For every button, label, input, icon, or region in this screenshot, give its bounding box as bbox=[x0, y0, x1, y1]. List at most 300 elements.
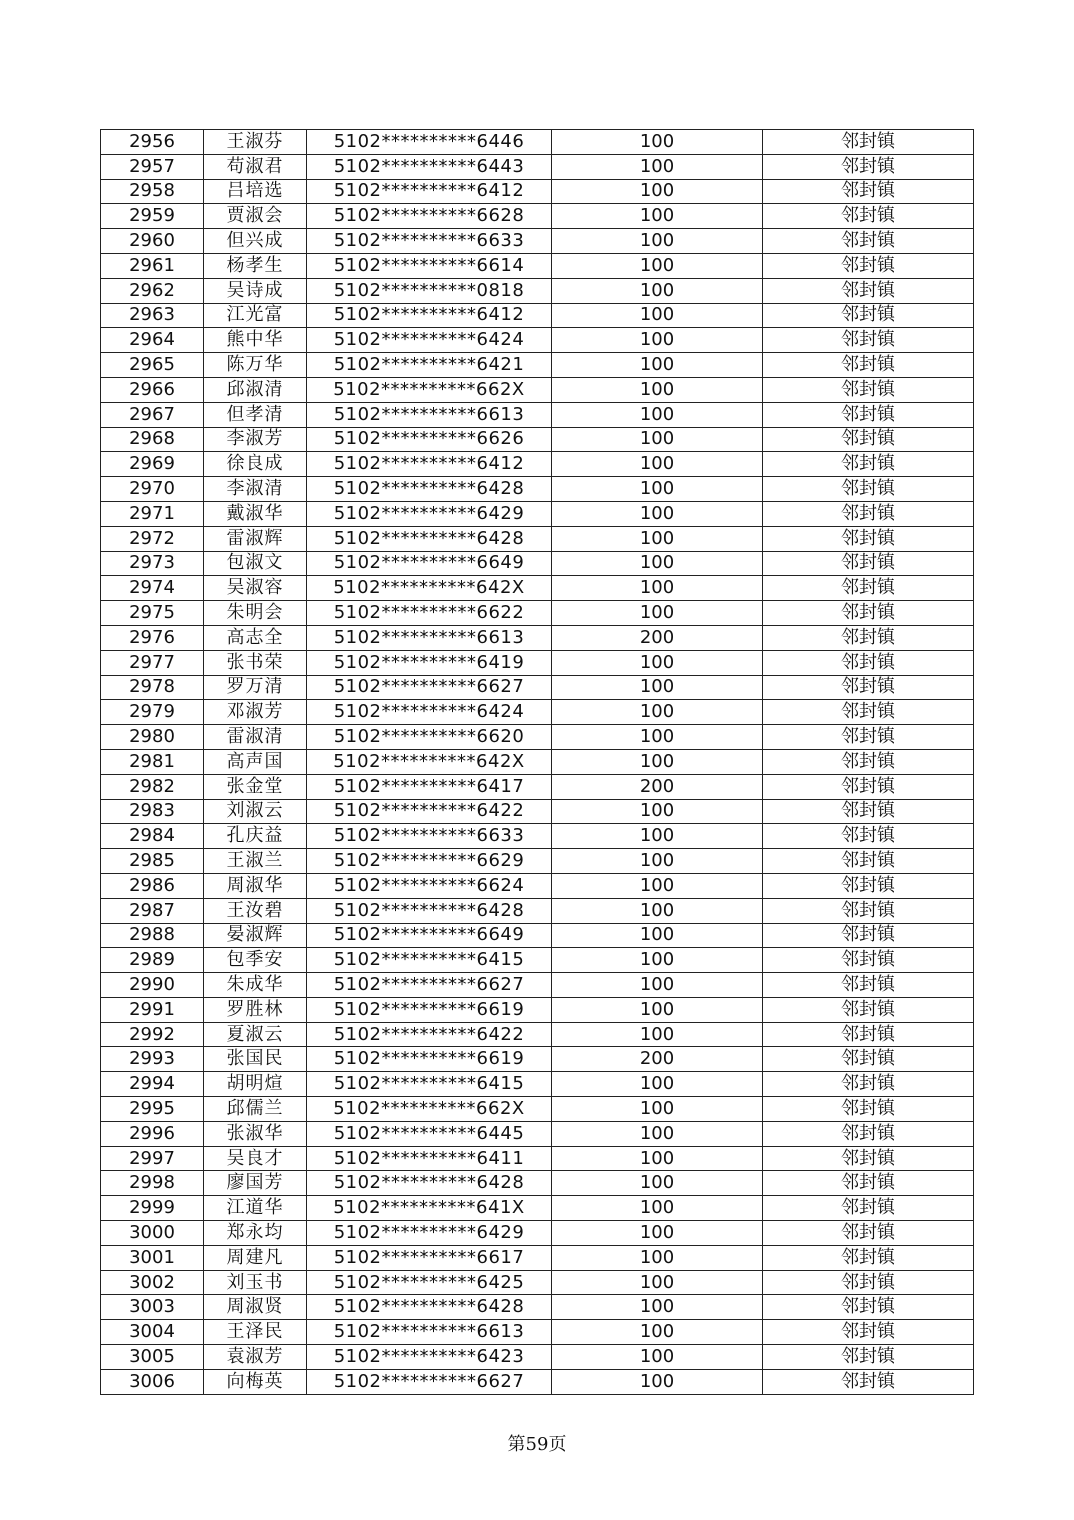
township-cell: 邻封镇 bbox=[763, 1320, 974, 1345]
amount-cell: 100 bbox=[552, 1320, 763, 1345]
id-number-cell: 5102**********6629 bbox=[307, 849, 552, 874]
township-cell: 邻封镇 bbox=[763, 1196, 974, 1221]
serial-number-cell: 2975 bbox=[101, 601, 204, 626]
township-cell: 邻封镇 bbox=[763, 1245, 974, 1270]
table-row bbox=[101, 1047, 974, 1072]
township-cell: 邻封镇 bbox=[763, 477, 974, 502]
township-cell: 邻封镇 bbox=[763, 700, 974, 725]
serial-number-cell: 2962 bbox=[101, 278, 204, 303]
table-row bbox=[101, 501, 974, 526]
serial-number-cell: 3000 bbox=[101, 1221, 204, 1246]
serial-number-cell: 3001 bbox=[101, 1245, 204, 1270]
id-number-cell: 5102**********6422 bbox=[307, 799, 552, 824]
id-number-cell: 5102**********6613 bbox=[307, 402, 552, 427]
id-number-cell: 5102**********6622 bbox=[307, 601, 552, 626]
serial-number-cell: 3006 bbox=[101, 1369, 204, 1394]
township-cell: 邻封镇 bbox=[763, 501, 974, 526]
table-row bbox=[101, 427, 974, 452]
serial-number-cell: 3003 bbox=[101, 1295, 204, 1320]
name-cell: 苟淑君 bbox=[204, 154, 307, 179]
table-row bbox=[101, 799, 974, 824]
id-number-cell: 5102**********0818 bbox=[307, 278, 552, 303]
name-cell: 但孝清 bbox=[204, 402, 307, 427]
amount-cell: 200 bbox=[552, 1047, 763, 1072]
serial-number-cell: 2973 bbox=[101, 551, 204, 576]
name-cell: 高志全 bbox=[204, 625, 307, 650]
amount-cell: 100 bbox=[552, 452, 763, 477]
table-row bbox=[101, 278, 974, 303]
amount-cell: 100 bbox=[552, 402, 763, 427]
id-number-cell: 5102**********6419 bbox=[307, 650, 552, 675]
table-row bbox=[101, 526, 974, 551]
township-cell: 邻封镇 bbox=[763, 799, 974, 824]
table-row bbox=[101, 477, 974, 502]
amount-cell: 100 bbox=[552, 130, 763, 155]
name-cell: 雷淑辉 bbox=[204, 526, 307, 551]
serial-number-cell: 2963 bbox=[101, 303, 204, 328]
id-number-cell: 5102**********6428 bbox=[307, 477, 552, 502]
id-number-cell: 5102**********6412 bbox=[307, 303, 552, 328]
table-row bbox=[101, 452, 974, 477]
township-cell: 邻封镇 bbox=[763, 253, 974, 278]
amount-cell: 100 bbox=[552, 997, 763, 1022]
id-number-cell: 5102**********6428 bbox=[307, 526, 552, 551]
amount-cell: 100 bbox=[552, 650, 763, 675]
name-cell: 张金堂 bbox=[204, 774, 307, 799]
name-cell: 廖国芳 bbox=[204, 1171, 307, 1196]
amount-cell: 100 bbox=[552, 749, 763, 774]
name-cell: 杨孝生 bbox=[204, 253, 307, 278]
table-row bbox=[101, 601, 974, 626]
id-number-cell: 5102**********6424 bbox=[307, 700, 552, 725]
township-cell: 邻封镇 bbox=[763, 303, 974, 328]
table-row bbox=[101, 1097, 974, 1122]
id-number-cell: 5102**********6613 bbox=[307, 625, 552, 650]
table-row bbox=[101, 576, 974, 601]
id-number-cell: 5102**********6422 bbox=[307, 1022, 552, 1047]
name-cell: 刘淑云 bbox=[204, 799, 307, 824]
township-cell: 邻封镇 bbox=[763, 948, 974, 973]
township-cell: 邻封镇 bbox=[763, 526, 974, 551]
name-cell: 朱明会 bbox=[204, 601, 307, 626]
id-number-cell: 5102**********662X bbox=[307, 377, 552, 402]
id-number-cell: 5102**********6620 bbox=[307, 725, 552, 750]
township-cell: 邻封镇 bbox=[763, 1221, 974, 1246]
table-row bbox=[101, 873, 974, 898]
name-cell: 贾淑会 bbox=[204, 204, 307, 229]
amount-cell: 100 bbox=[552, 278, 763, 303]
name-cell: 夏淑云 bbox=[204, 1022, 307, 1047]
table-row bbox=[101, 179, 974, 204]
name-cell: 李淑芳 bbox=[204, 427, 307, 452]
township-cell: 邻封镇 bbox=[763, 824, 974, 849]
table-row bbox=[101, 328, 974, 353]
id-number-cell: 5102**********6633 bbox=[307, 824, 552, 849]
id-number-cell: 5102**********6443 bbox=[307, 154, 552, 179]
township-cell: 邻封镇 bbox=[763, 1072, 974, 1097]
page-number: 第59页 bbox=[507, 1434, 567, 1455]
serial-number-cell: 2999 bbox=[101, 1196, 204, 1221]
township-cell: 邻封镇 bbox=[763, 849, 974, 874]
name-cell: 王泽民 bbox=[204, 1320, 307, 1345]
id-number-cell: 5102**********6624 bbox=[307, 873, 552, 898]
name-cell: 张淑华 bbox=[204, 1121, 307, 1146]
amount-cell: 100 bbox=[552, 1270, 763, 1295]
amount-cell: 100 bbox=[552, 253, 763, 278]
township-cell: 邻封镇 bbox=[763, 1295, 974, 1320]
serial-number-cell: 2979 bbox=[101, 700, 204, 725]
serial-number-cell: 2977 bbox=[101, 650, 204, 675]
table-row bbox=[101, 1196, 974, 1221]
name-cell: 戴淑华 bbox=[204, 501, 307, 526]
table-row bbox=[101, 353, 974, 378]
township-cell: 邻封镇 bbox=[763, 973, 974, 998]
table-row bbox=[101, 1072, 974, 1097]
table-row bbox=[101, 1295, 974, 1320]
amount-cell: 100 bbox=[552, 1097, 763, 1122]
table-row bbox=[101, 1221, 974, 1246]
township-cell: 邻封镇 bbox=[763, 130, 974, 155]
township-cell: 邻封镇 bbox=[763, 551, 974, 576]
table-row bbox=[101, 898, 974, 923]
amount-cell: 100 bbox=[552, 675, 763, 700]
serial-number-cell: 2996 bbox=[101, 1121, 204, 1146]
table-row bbox=[101, 1270, 974, 1295]
amount-cell: 100 bbox=[552, 1072, 763, 1097]
id-number-cell: 5102**********6429 bbox=[307, 1221, 552, 1246]
name-cell: 包季安 bbox=[204, 948, 307, 973]
name-cell: 雷淑清 bbox=[204, 725, 307, 750]
amount-cell: 100 bbox=[552, 1146, 763, 1171]
table-row bbox=[101, 1369, 974, 1394]
name-cell: 李淑清 bbox=[204, 477, 307, 502]
serial-number-cell: 2998 bbox=[101, 1171, 204, 1196]
id-number-cell: 5102**********6627 bbox=[307, 675, 552, 700]
name-cell: 邓淑芳 bbox=[204, 700, 307, 725]
id-number-cell: 5102**********6412 bbox=[307, 452, 552, 477]
township-cell: 邻封镇 bbox=[763, 997, 974, 1022]
township-cell: 邻封镇 bbox=[763, 204, 974, 229]
serial-number-cell: 2988 bbox=[101, 923, 204, 948]
id-number-cell: 5102**********6619 bbox=[307, 1047, 552, 1072]
id-number-cell: 5102**********641X bbox=[307, 1196, 552, 1221]
name-cell: 周建凡 bbox=[204, 1245, 307, 1270]
id-number-cell: 5102**********6649 bbox=[307, 551, 552, 576]
table-row bbox=[101, 130, 974, 155]
township-cell: 邻封镇 bbox=[763, 625, 974, 650]
table-row bbox=[101, 824, 974, 849]
name-cell: 江道华 bbox=[204, 1196, 307, 1221]
name-cell: 袁淑芳 bbox=[204, 1345, 307, 1370]
serial-number-cell: 3005 bbox=[101, 1345, 204, 1370]
township-cell: 邻封镇 bbox=[763, 1369, 974, 1394]
name-cell: 高声国 bbox=[204, 749, 307, 774]
amount-cell: 100 bbox=[552, 1171, 763, 1196]
id-number-cell: 5102**********6424 bbox=[307, 328, 552, 353]
serial-number-cell: 2985 bbox=[101, 849, 204, 874]
amount-cell: 100 bbox=[552, 204, 763, 229]
township-cell: 邻封镇 bbox=[763, 675, 974, 700]
serial-number-cell: 2956 bbox=[101, 130, 204, 155]
serial-number-cell: 2990 bbox=[101, 973, 204, 998]
table-row bbox=[101, 1171, 974, 1196]
serial-number-cell: 2980 bbox=[101, 725, 204, 750]
serial-number-cell: 2982 bbox=[101, 774, 204, 799]
township-cell: 邻封镇 bbox=[763, 328, 974, 353]
amount-cell: 100 bbox=[552, 973, 763, 998]
serial-number-cell: 2986 bbox=[101, 873, 204, 898]
township-cell: 邻封镇 bbox=[763, 377, 974, 402]
table-row bbox=[101, 923, 974, 948]
name-cell: 邱淑清 bbox=[204, 377, 307, 402]
id-number-cell: 5102**********6617 bbox=[307, 1245, 552, 1270]
township-cell: 邻封镇 bbox=[763, 1171, 974, 1196]
township-cell: 邻封镇 bbox=[763, 873, 974, 898]
amount-cell: 100 bbox=[552, 427, 763, 452]
serial-number-cell: 2974 bbox=[101, 576, 204, 601]
amount-cell: 100 bbox=[552, 799, 763, 824]
township-cell: 邻封镇 bbox=[763, 923, 974, 948]
serial-number-cell: 2978 bbox=[101, 675, 204, 700]
township-cell: 邻封镇 bbox=[763, 229, 974, 254]
id-number-cell: 5102**********642X bbox=[307, 576, 552, 601]
township-cell: 邻封镇 bbox=[763, 402, 974, 427]
table-row bbox=[101, 253, 974, 278]
amount-cell: 100 bbox=[552, 1245, 763, 1270]
amount-cell: 100 bbox=[552, 576, 763, 601]
amount-cell: 100 bbox=[552, 948, 763, 973]
amount-cell: 100 bbox=[552, 725, 763, 750]
table-row bbox=[101, 229, 974, 254]
township-cell: 邻封镇 bbox=[763, 452, 974, 477]
amount-cell: 100 bbox=[552, 229, 763, 254]
table-row bbox=[101, 675, 974, 700]
name-cell: 吴淑容 bbox=[204, 576, 307, 601]
id-number-cell: 5102**********6613 bbox=[307, 1320, 552, 1345]
serial-number-cell: 2969 bbox=[101, 452, 204, 477]
amount-cell: 100 bbox=[552, 898, 763, 923]
amount-cell: 100 bbox=[552, 328, 763, 353]
id-number-cell: 5102**********662X bbox=[307, 1097, 552, 1122]
township-cell: 邻封镇 bbox=[763, 1345, 974, 1370]
township-cell: 邻封镇 bbox=[763, 1022, 974, 1047]
name-cell: 周淑华 bbox=[204, 873, 307, 898]
table-row bbox=[101, 774, 974, 799]
name-cell: 但兴成 bbox=[204, 229, 307, 254]
township-cell: 邻封镇 bbox=[763, 725, 974, 750]
serial-number-cell: 2976 bbox=[101, 625, 204, 650]
name-cell: 张书荣 bbox=[204, 650, 307, 675]
amount-cell: 100 bbox=[552, 601, 763, 626]
amount-cell: 100 bbox=[552, 700, 763, 725]
name-cell: 罗万清 bbox=[204, 675, 307, 700]
id-number-cell: 5102**********6614 bbox=[307, 253, 552, 278]
amount-cell: 100 bbox=[552, 154, 763, 179]
serial-number-cell: 2967 bbox=[101, 402, 204, 427]
amount-cell: 100 bbox=[552, 849, 763, 874]
serial-number-cell: 2970 bbox=[101, 477, 204, 502]
id-number-cell: 5102**********642X bbox=[307, 749, 552, 774]
serial-number-cell: 2960 bbox=[101, 229, 204, 254]
table-row bbox=[101, 849, 974, 874]
township-cell: 邻封镇 bbox=[763, 650, 974, 675]
id-number-cell: 5102**********6626 bbox=[307, 427, 552, 452]
serial-number-cell: 2992 bbox=[101, 1022, 204, 1047]
serial-number-cell: 2997 bbox=[101, 1146, 204, 1171]
id-number-cell: 5102**********6425 bbox=[307, 1270, 552, 1295]
serial-number-cell: 2968 bbox=[101, 427, 204, 452]
name-cell: 陈万华 bbox=[204, 353, 307, 378]
serial-number-cell: 2961 bbox=[101, 253, 204, 278]
amount-cell: 100 bbox=[552, 526, 763, 551]
id-number-cell: 5102**********6429 bbox=[307, 501, 552, 526]
table-row bbox=[101, 154, 974, 179]
id-number-cell: 5102**********6627 bbox=[307, 973, 552, 998]
table-row bbox=[101, 1146, 974, 1171]
serial-number-cell: 2965 bbox=[101, 353, 204, 378]
id-number-cell: 5102**********6411 bbox=[307, 1146, 552, 1171]
serial-number-cell: 3004 bbox=[101, 1320, 204, 1345]
township-cell: 邻封镇 bbox=[763, 576, 974, 601]
name-cell: 徐良成 bbox=[204, 452, 307, 477]
table-row bbox=[101, 204, 974, 229]
amount-cell: 100 bbox=[552, 353, 763, 378]
serial-number-cell: 2981 bbox=[101, 749, 204, 774]
township-cell: 邻封镇 bbox=[763, 179, 974, 204]
amount-cell: 100 bbox=[552, 1295, 763, 1320]
table-row bbox=[101, 625, 974, 650]
table-row bbox=[101, 700, 974, 725]
township-cell: 邻封镇 bbox=[763, 1270, 974, 1295]
amount-cell: 100 bbox=[552, 179, 763, 204]
amount-cell: 100 bbox=[552, 873, 763, 898]
id-number-cell: 5102**********6428 bbox=[307, 1171, 552, 1196]
amount-cell: 100 bbox=[552, 477, 763, 502]
amount-cell: 100 bbox=[552, 377, 763, 402]
serial-number-cell: 2971 bbox=[101, 501, 204, 526]
id-number-cell: 5102**********6421 bbox=[307, 353, 552, 378]
table-row bbox=[101, 1320, 974, 1345]
name-cell: 周淑贤 bbox=[204, 1295, 307, 1320]
roster-table bbox=[100, 129, 974, 1395]
table-row bbox=[101, 303, 974, 328]
name-cell: 郑永均 bbox=[204, 1221, 307, 1246]
serial-number-cell: 3002 bbox=[101, 1270, 204, 1295]
township-cell: 邻封镇 bbox=[763, 154, 974, 179]
township-cell: 邻封镇 bbox=[763, 278, 974, 303]
table-row bbox=[101, 725, 974, 750]
serial-number-cell: 2964 bbox=[101, 328, 204, 353]
amount-cell: 100 bbox=[552, 824, 763, 849]
name-cell: 孔庆益 bbox=[204, 824, 307, 849]
township-cell: 邻封镇 bbox=[763, 749, 974, 774]
township-cell: 邻封镇 bbox=[763, 601, 974, 626]
amount-cell: 100 bbox=[552, 551, 763, 576]
name-cell: 晏淑辉 bbox=[204, 923, 307, 948]
table-row bbox=[101, 650, 974, 675]
serial-number-cell: 2972 bbox=[101, 526, 204, 551]
name-cell: 包淑文 bbox=[204, 551, 307, 576]
township-cell: 邻封镇 bbox=[763, 1146, 974, 1171]
table-row bbox=[101, 402, 974, 427]
table-row bbox=[101, 749, 974, 774]
id-number-cell: 5102**********6445 bbox=[307, 1121, 552, 1146]
serial-number-cell: 2984 bbox=[101, 824, 204, 849]
id-number-cell: 5102**********6633 bbox=[307, 229, 552, 254]
amount-cell: 100 bbox=[552, 923, 763, 948]
table-row bbox=[101, 1121, 974, 1146]
name-cell: 熊中华 bbox=[204, 328, 307, 353]
name-cell: 吴诗成 bbox=[204, 278, 307, 303]
table-row bbox=[101, 997, 974, 1022]
id-number-cell: 5102**********6412 bbox=[307, 179, 552, 204]
township-cell: 邻封镇 bbox=[763, 1121, 974, 1146]
serial-number-cell: 2995 bbox=[101, 1097, 204, 1122]
name-cell: 邱儒兰 bbox=[204, 1097, 307, 1122]
table-row bbox=[101, 1345, 974, 1370]
id-number-cell: 5102**********6428 bbox=[307, 1295, 552, 1320]
id-number-cell: 5102**********6627 bbox=[307, 1369, 552, 1394]
name-cell: 刘玉书 bbox=[204, 1270, 307, 1295]
amount-cell: 100 bbox=[552, 1022, 763, 1047]
name-cell: 王淑兰 bbox=[204, 849, 307, 874]
name-cell: 吴良才 bbox=[204, 1146, 307, 1171]
serial-number-cell: 2987 bbox=[101, 898, 204, 923]
serial-number-cell: 2958 bbox=[101, 179, 204, 204]
serial-number-cell: 2991 bbox=[101, 997, 204, 1022]
name-cell: 张国民 bbox=[204, 1047, 307, 1072]
id-number-cell: 5102**********6423 bbox=[307, 1345, 552, 1370]
serial-number-cell: 2993 bbox=[101, 1047, 204, 1072]
id-number-cell: 5102**********6628 bbox=[307, 204, 552, 229]
id-number-cell: 5102**********6619 bbox=[307, 997, 552, 1022]
amount-cell: 100 bbox=[552, 501, 763, 526]
township-cell: 邻封镇 bbox=[763, 774, 974, 799]
name-cell: 吕培选 bbox=[204, 179, 307, 204]
serial-number-cell: 2959 bbox=[101, 204, 204, 229]
serial-number-cell: 2994 bbox=[101, 1072, 204, 1097]
amount-cell: 100 bbox=[552, 1121, 763, 1146]
name-cell: 王淑芬 bbox=[204, 130, 307, 155]
roster-table-body bbox=[101, 130, 974, 1395]
table-row bbox=[101, 973, 974, 998]
name-cell: 江光富 bbox=[204, 303, 307, 328]
serial-number-cell: 2989 bbox=[101, 948, 204, 973]
table-row bbox=[101, 551, 974, 576]
table-row bbox=[101, 948, 974, 973]
id-number-cell: 5102**********6415 bbox=[307, 1072, 552, 1097]
table-row bbox=[101, 1022, 974, 1047]
name-cell: 胡明煊 bbox=[204, 1072, 307, 1097]
table-row bbox=[101, 377, 974, 402]
id-number-cell: 5102**********6417 bbox=[307, 774, 552, 799]
id-number-cell: 5102**********6428 bbox=[307, 898, 552, 923]
amount-cell: 100 bbox=[552, 1369, 763, 1394]
township-cell: 邻封镇 bbox=[763, 898, 974, 923]
name-cell: 向梅英 bbox=[204, 1369, 307, 1394]
amount-cell: 200 bbox=[552, 625, 763, 650]
name-cell: 朱成华 bbox=[204, 973, 307, 998]
township-cell: 邻封镇 bbox=[763, 1047, 974, 1072]
township-cell: 邻封镇 bbox=[763, 427, 974, 452]
amount-cell: 100 bbox=[552, 1345, 763, 1370]
amount-cell: 200 bbox=[552, 774, 763, 799]
amount-cell: 100 bbox=[552, 1196, 763, 1221]
table-row bbox=[101, 1245, 974, 1270]
id-number-cell: 5102**********6446 bbox=[307, 130, 552, 155]
township-cell: 邻封镇 bbox=[763, 353, 974, 378]
amount-cell: 100 bbox=[552, 1221, 763, 1246]
